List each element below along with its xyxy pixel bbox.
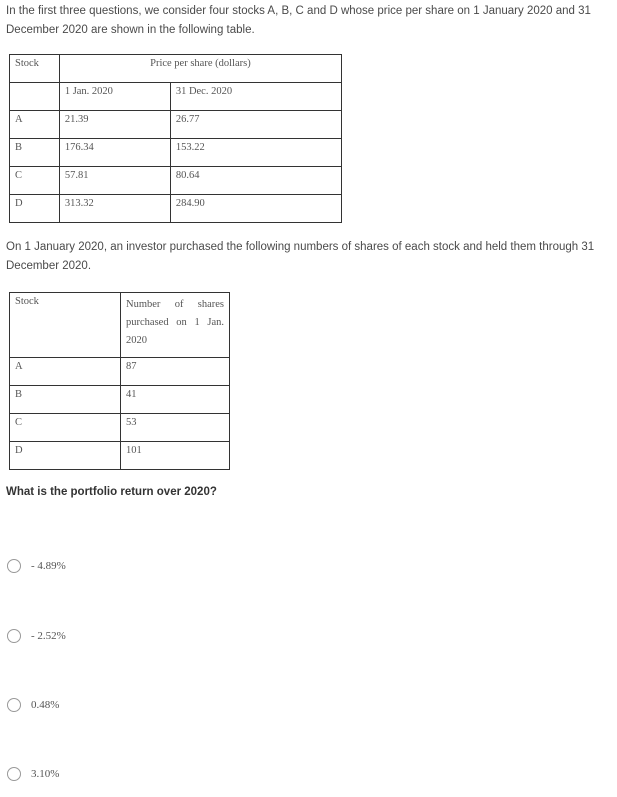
stock-cell: A <box>10 111 60 139</box>
shares-table <box>9 292 230 470</box>
jan-price: 57.81 <box>59 167 170 195</box>
option-label: - 2.52% <box>31 630 66 642</box>
jan-price: 313.32 <box>59 195 170 223</box>
stock-cell: D <box>10 195 60 223</box>
stock-cell: D <box>10 442 121 470</box>
dec-price: 284.90 <box>170 195 341 223</box>
radio-button[interactable] <box>7 559 21 573</box>
jan-price: 176.34 <box>59 139 170 167</box>
dec-price: 26.77 <box>170 111 341 139</box>
shares-cell: 87 <box>121 358 230 386</box>
shares-cell: 41 <box>121 386 230 414</box>
table-row <box>10 139 342 167</box>
stock-cell: A <box>10 358 121 386</box>
question-text: What is the portfolio return over 2020? <box>6 486 217 498</box>
header-price: Price per share (dollars) <box>59 55 341 83</box>
price-table <box>9 54 342 223</box>
answer-option-3[interactable] <box>7 698 59 712</box>
intro-text: In the first three questions, we consider four stocks A, B, C and D whose price per share on 1 January 2020 and 31 December 2020 are shown in the following table. <box>6 5 591 36</box>
dec-price: 153.22 <box>170 139 341 167</box>
jan-price: 21.39 <box>59 111 170 139</box>
paragraph-2: On 1 January 2020, an investor purchased the following numbers of shares of each stock and held them through 31 December 2020. <box>6 241 595 272</box>
table-row <box>10 414 230 442</box>
header-stock: Stock <box>10 293 121 358</box>
stock-cell: B <box>10 139 60 167</box>
answer-option-4[interactable] <box>7 767 59 781</box>
table-row <box>10 111 342 139</box>
answer-option-2[interactable] <box>7 629 66 643</box>
stock-cell: C <box>10 167 60 195</box>
radio-button[interactable] <box>7 767 21 781</box>
option-label: 0.48% <box>31 699 60 711</box>
option-label: 3.10% <box>31 768 60 780</box>
table-row <box>10 442 230 470</box>
shares-cell: 53 <box>121 414 230 442</box>
header-stock: Stock <box>10 55 60 83</box>
answer-option-1[interactable] <box>7 559 66 573</box>
table-row <box>10 386 230 414</box>
header-dec: 31 Dec. 2020 <box>170 83 341 111</box>
header-jan: 1 Jan. 2020 <box>59 83 170 111</box>
table-row <box>10 358 230 386</box>
radio-button[interactable] <box>7 629 21 643</box>
option-label: - 4.89% <box>31 560 66 572</box>
stock-cell: C <box>10 414 121 442</box>
table-row <box>10 167 342 195</box>
stock-cell: B <box>10 386 121 414</box>
header-shares: Number of shares purchased on 1 Jan. 2020 <box>121 293 230 358</box>
table-row <box>10 195 342 223</box>
radio-button[interactable] <box>7 698 21 712</box>
shares-cell: 101 <box>121 442 230 470</box>
dec-price: 80.64 <box>170 167 341 195</box>
